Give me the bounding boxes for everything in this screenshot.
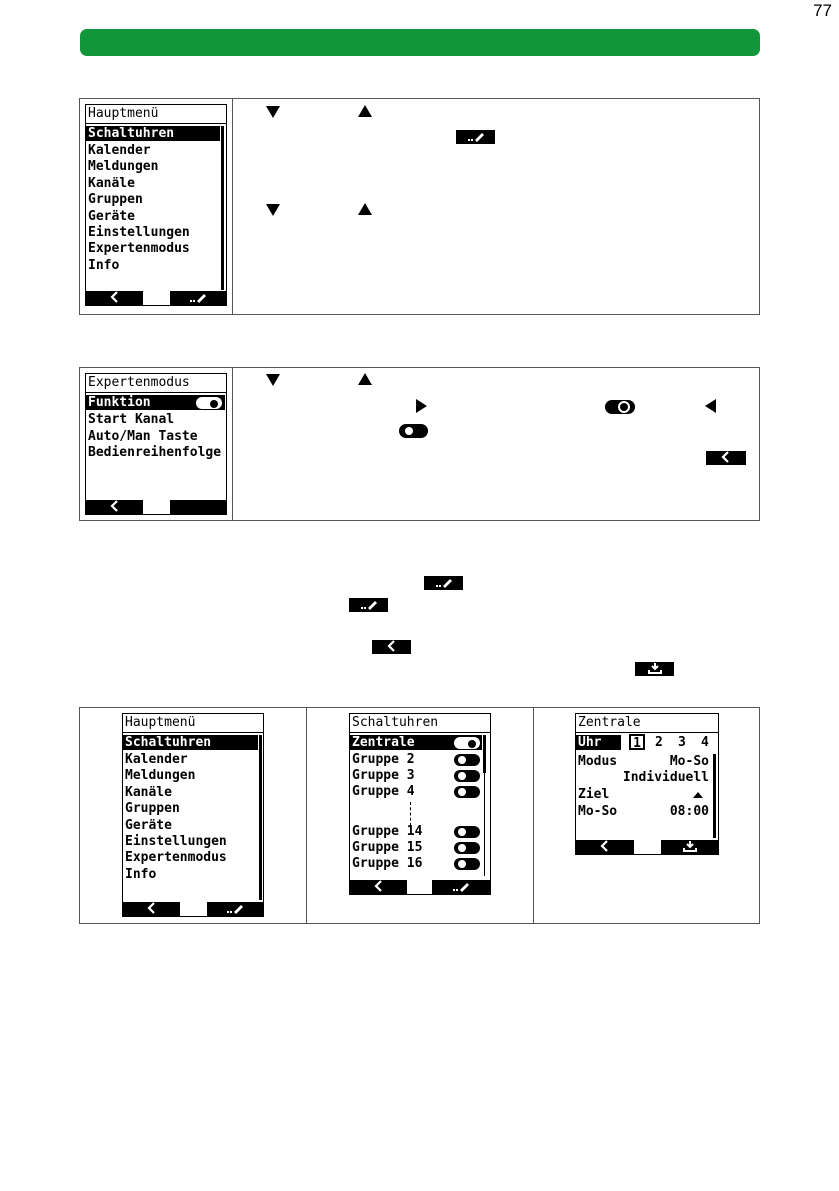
gruppe-3-toggle[interactable] <box>454 770 480 782</box>
scrollbar[interactable] <box>259 735 262 900</box>
menu-item-expertenmodus[interactable]: Expertenmodus <box>125 850 227 865</box>
screen-title: Expertenmodus <box>86 374 226 393</box>
back-button-icon <box>706 451 746 465</box>
tab-1[interactable]: 1 <box>629 734 645 750</box>
menu-item-kanaele[interactable]: Kanäle <box>125 785 172 800</box>
edit-pencil-icon <box>451 880 471 892</box>
triangle-down-icon <box>266 374 280 386</box>
triangle-down-icon <box>266 204 280 216</box>
page-number: 77 <box>813 1 832 20</box>
back-softkey[interactable] <box>86 291 143 305</box>
time-value[interactable]: 08:00 <box>669 804 709 819</box>
softkey-right-blank[interactable] <box>170 500 226 514</box>
tab-4[interactable]: 4 <box>701 735 709 750</box>
menu-item-expertenmodus[interactable]: Expertenmodus <box>88 241 190 256</box>
triangle-up-icon <box>358 105 372 117</box>
menu-item-kalender[interactable]: Kalender <box>88 143 151 158</box>
edit-pencil-icon <box>359 598 379 610</box>
edit-pencil-icon <box>466 130 486 142</box>
chevron-left-icon <box>109 291 121 303</box>
softkey-bar <box>350 880 490 894</box>
gruppe-15-toggle[interactable] <box>454 842 480 854</box>
menu-item-auto-man-taste[interactable]: Auto/Man Taste <box>88 429 198 444</box>
menu-item-gruppen[interactable]: Gruppen <box>125 801 180 816</box>
chevron-left-icon <box>109 500 121 512</box>
edit-softkey[interactable] <box>432 880 490 894</box>
modus-label: Modus <box>578 754 618 769</box>
menu-item-gruppen[interactable]: Gruppen <box>88 192 143 207</box>
tab-3[interactable]: 3 <box>678 735 686 750</box>
softkey-bar <box>86 500 226 514</box>
chevron-left-icon <box>373 880 385 892</box>
softkey-bar <box>123 902 263 916</box>
edit-button-icon <box>349 598 388 612</box>
toggle-off-icon <box>399 424 428 438</box>
save-softkey[interactable] <box>661 840 718 854</box>
zentrale-toggle[interactable] <box>454 737 480 749</box>
scrollbar[interactable] <box>221 126 224 290</box>
screen-title: Schaltuhren <box>350 714 490 733</box>
header-banner <box>80 29 760 56</box>
chevron-left-icon <box>720 451 732 463</box>
menu-item-meldungen[interactable]: Meldungen <box>125 768 196 783</box>
timer-item-zentrale[interactable]: Zentrale <box>350 735 482 750</box>
scrollbar[interactable] <box>713 754 716 838</box>
box-divider <box>232 367 233 521</box>
triangle-right-icon <box>416 399 427 413</box>
save-button-icon <box>635 662 674 676</box>
screen-title: Hauptmenü <box>86 105 226 124</box>
box-divider <box>232 98 233 315</box>
edit-pencil-icon <box>188 291 208 303</box>
edit-softkey[interactable] <box>170 291 226 305</box>
chevron-left-icon <box>146 902 158 914</box>
device-screen-timers <box>349 713 491 895</box>
scrollbar[interactable] <box>483 735 486 773</box>
menu-item-meldungen[interactable]: Meldungen <box>88 159 159 174</box>
menu-item-geraete[interactable]: Geräte <box>125 818 172 833</box>
menu-item-kalender[interactable]: Kalender <box>125 752 188 767</box>
triangle-up-icon <box>358 203 372 215</box>
edit-softkey[interactable] <box>207 902 263 916</box>
ellipsis-divider <box>410 802 411 826</box>
ziel-label: Ziel <box>578 787 610 802</box>
triangle-down-icon <box>266 106 280 118</box>
menu-item-info[interactable]: Info <box>88 258 120 273</box>
save-download-icon <box>647 662 663 674</box>
back-button-icon <box>372 640 411 654</box>
edit-pencil-icon <box>434 576 454 588</box>
box-divider <box>533 707 534 924</box>
gruppe-4-toggle[interactable] <box>454 786 480 798</box>
timer-item-gruppe-15[interactable]: Gruppe 15 <box>352 840 423 855</box>
edit-pencil-icon <box>225 902 245 914</box>
box-divider <box>306 707 307 924</box>
ziel-arrow-icon[interactable] <box>693 792 703 798</box>
softkey-bar <box>576 840 718 854</box>
timer-item-gruppe-4[interactable]: Gruppe 4 <box>352 784 415 799</box>
menu-item-geraete[interactable]: Geräte <box>88 209 135 224</box>
menu-item-bedienreihenfolge[interactable]: Bedienreihenfolge <box>88 445 222 460</box>
menu-item-kanaele[interactable]: Kanäle <box>88 176 135 191</box>
tab-uhr[interactable]: Uhr <box>576 735 621 750</box>
back-softkey[interactable] <box>86 500 143 514</box>
chevron-left-icon <box>386 640 398 652</box>
back-softkey[interactable] <box>576 840 634 854</box>
toggle-on-icon <box>605 400 635 414</box>
funktion-toggle[interactable] <box>196 397 222 409</box>
edit-button-icon <box>456 130 495 144</box>
scrollbar-track <box>484 773 485 876</box>
screen-title: Hauptmenü <box>123 714 263 733</box>
device-screen-expert-mode <box>85 373 227 515</box>
timer-item-gruppe-14[interactable]: Gruppe 14 <box>352 824 423 839</box>
timer-item-gruppe-2[interactable]: Gruppe 2 <box>352 752 415 767</box>
save-download-icon <box>682 840 698 852</box>
menu-item-einstellungen[interactable]: Einstellungen <box>125 834 227 849</box>
back-softkey[interactable] <box>350 880 407 894</box>
menu-item-schaltuhren[interactable]: Schaltuhren <box>123 735 258 750</box>
triangle-up-icon <box>358 373 372 385</box>
modus-value[interactable]: Mo-So <box>669 754 709 769</box>
softkey-bar <box>86 291 226 305</box>
device-screen-central <box>575 713 719 855</box>
timer-item-gruppe-3[interactable]: Gruppe 3 <box>352 768 415 783</box>
time-label: Mo-So <box>578 804 618 819</box>
menu-item-einstellungen[interactable]: Einstellungen <box>88 225 190 240</box>
menu-item-schaltuhren[interactable]: Schaltuhren <box>86 126 220 141</box>
gruppe-2-toggle[interactable] <box>454 754 480 766</box>
tab-2[interactable]: 2 <box>655 735 663 750</box>
device-screen-main-menu-2 <box>122 713 264 917</box>
back-softkey[interactable] <box>123 902 180 916</box>
timer-item-gruppe-16[interactable]: Gruppe 16 <box>352 856 423 871</box>
edit-button-icon <box>424 576 463 590</box>
menu-item-info[interactable]: Info <box>125 867 157 882</box>
gruppe-14-toggle[interactable] <box>454 826 480 838</box>
modus-value-detail: Individuell <box>622 770 709 785</box>
menu-item-start-kanal[interactable]: Start Kanal <box>88 412 175 427</box>
triangle-left-icon <box>705 399 716 413</box>
screen-title: Zentrale <box>576 714 718 733</box>
device-screen-main-menu <box>85 104 227 306</box>
chevron-left-icon <box>599 840 611 852</box>
gruppe-16-toggle[interactable] <box>454 858 480 870</box>
menu-item-funktion[interactable]: Funktion <box>86 395 225 410</box>
